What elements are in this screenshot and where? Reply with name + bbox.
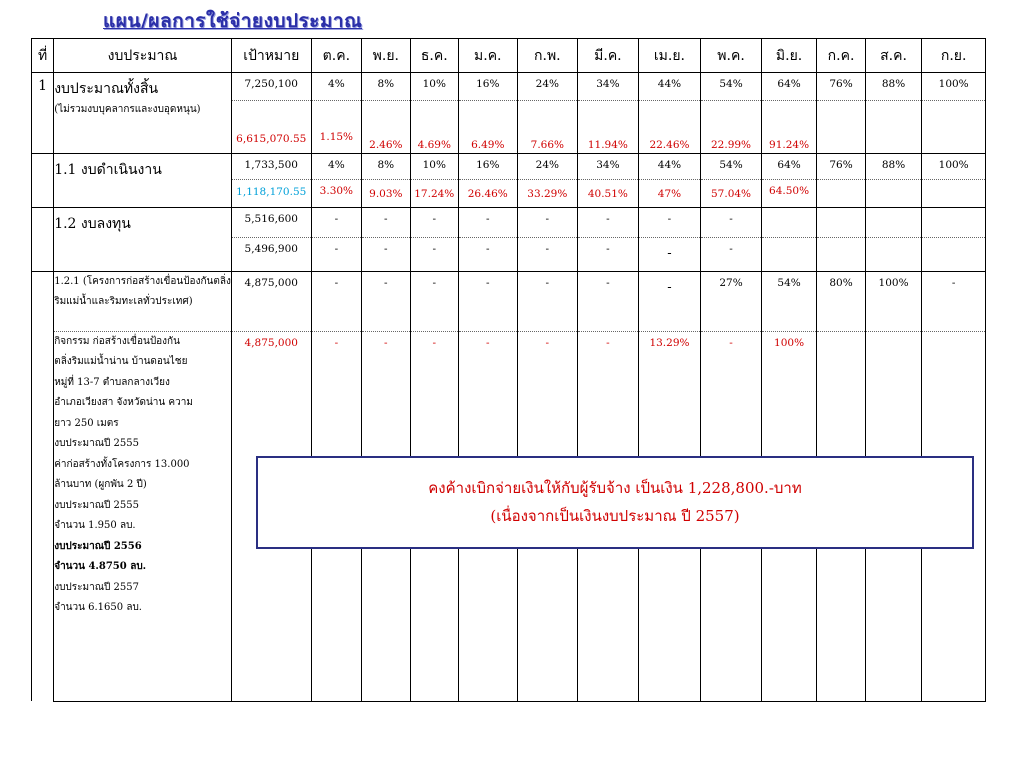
header-cell: เป้าหมาย (231, 39, 311, 73)
header-cell: พ.ย. (362, 39, 410, 73)
desc-line: งบประมาณปี 2557 (54, 581, 139, 593)
header-row (32, 39, 986, 73)
header-cell: งบประมาณ (54, 39, 232, 73)
header-cell: มี.ค. (578, 39, 639, 73)
plan-value: 8% (362, 73, 410, 101)
plan-value: 4% (311, 73, 361, 101)
plan-value: 10% (410, 153, 458, 179)
actual-value: 33.29% (517, 179, 578, 207)
actual-target: 5,496,900 (231, 237, 311, 271)
actual-value: 1.15% (311, 100, 361, 153)
actual-value (865, 100, 922, 153)
header-cell: ม.ค. (459, 39, 518, 73)
actual-value (865, 179, 922, 207)
plan-value: 24% (517, 153, 578, 179)
plan-value: 100% (922, 153, 986, 179)
row-name: 1.2.1 (โครงการก่อสร้างเขื่อนป้องกันตลิ่งริมแม่น้ำและริมทะเลทั่วประเทศ) (54, 271, 232, 331)
plan-value: - (410, 271, 458, 331)
desc-line: ค่าก่อสร้างทั้งโครงการ 13.000 (54, 458, 190, 470)
plan-value: 64% (761, 153, 817, 179)
plan-target: 7,250,100 (231, 73, 311, 101)
header-cell: ก.ย. (922, 39, 986, 73)
plan-value: - (638, 207, 701, 237)
plan-value: 16% (459, 153, 518, 179)
actual-value (865, 237, 922, 271)
row-index (32, 153, 54, 207)
row-index: 1 (32, 73, 54, 154)
plan-value: 44% (638, 153, 701, 179)
plan-value: 8% (362, 153, 410, 179)
actual-value: 64.50% (761, 179, 817, 207)
table-row (32, 73, 986, 101)
actual-value: - (578, 237, 639, 271)
row-name: 1.2 งบลงทุน (54, 207, 232, 271)
plan-target: 1,733,500 (231, 153, 311, 179)
plan-value: - (362, 207, 410, 237)
plan-value (761, 207, 817, 237)
desc-line: งบประมาณปี 2556 (54, 540, 142, 552)
note-line: คงค้างเบิกจ่ายเงินให้กับผู้รับจ้าง เป็นเงิน 1,228,800.-บาท (428, 479, 802, 497)
plan-value: - (459, 207, 518, 237)
actual-value: 3.30% (311, 179, 361, 207)
plan-value: 4% (311, 153, 361, 179)
plan-value: 100% (865, 271, 922, 331)
header-cell: ที่ (32, 39, 54, 73)
actual-value: 4.69% (410, 100, 458, 153)
actual-value: - (517, 331, 578, 701)
plan-value: 100% (922, 73, 986, 101)
desc-line: ยาว 250 เมตร (54, 417, 119, 429)
row-subname: (ไม่รวมงบบุคลากรและงบอุดหนุน) (54, 100, 232, 153)
desc-line: ล้านบาท (ผูกพัน 2 ปี) (54, 479, 147, 490)
actual-value (922, 100, 986, 153)
plan-value: 54% (761, 271, 817, 331)
actual-value: - (578, 331, 639, 701)
plan-value: - (459, 271, 518, 331)
plan-value: 27% (701, 271, 762, 331)
desc-line: งบประมาณปี 2555 (54, 499, 139, 511)
actual-target: 6,615,070.55 (231, 100, 311, 153)
plan-value: - (922, 271, 986, 331)
actual-value: 47% (638, 179, 701, 207)
plan-value: - (578, 271, 639, 331)
header-cell: มิ.ย. (761, 39, 817, 73)
header-cell: ธ.ค. (410, 39, 458, 73)
plan-value: 88% (865, 73, 922, 101)
header-cell: ก.พ. (517, 39, 578, 73)
plan-value: - (362, 271, 410, 331)
actual-value: - (362, 331, 410, 701)
actual-value: 100% (761, 331, 817, 701)
actual-value (817, 237, 865, 271)
plan-value: - (578, 207, 639, 237)
table-row (32, 153, 986, 179)
actual-value (817, 100, 865, 153)
row-index (32, 207, 54, 271)
actual-value (922, 179, 986, 207)
actual-value: - (362, 237, 410, 271)
actual-value: 26.46% (459, 179, 518, 207)
actual-target: 4,875,000 (231, 331, 311, 701)
plan-value: 76% (817, 73, 865, 101)
table-row (32, 271, 986, 331)
actual-value: 9.03% (362, 179, 410, 207)
header-cell: ก.ค. (817, 39, 865, 73)
actual-value: 22.46% (638, 100, 701, 153)
desc-line: กิจกรรม ก่อสร้างเขื่อนป้องกัน (54, 335, 180, 347)
plan-value: - (410, 207, 458, 237)
actual-value: 40.51% (578, 179, 639, 207)
plan-value: - (311, 271, 361, 331)
plan-value: - (638, 271, 701, 331)
actual-value (817, 179, 865, 207)
plan-value: 54% (701, 73, 762, 101)
actual-value: - (701, 237, 762, 271)
plan-value: - (517, 271, 578, 331)
actual-value: - (459, 331, 518, 701)
plan-value: - (517, 207, 578, 237)
actual-value: - (311, 237, 361, 271)
actual-value: - (311, 331, 361, 701)
plan-target: 5,516,600 (231, 207, 311, 237)
desc-line: จำนวน 6.1650 ลบ. (54, 602, 142, 613)
actual-value: 17.24% (410, 179, 458, 207)
actual-value: - (410, 237, 458, 271)
desc-line: จำนวน 1.950 ลบ. (54, 520, 136, 531)
actual-value: - (410, 331, 458, 701)
header-cell: เม.ย. (638, 39, 701, 73)
plan-value: 44% (638, 73, 701, 101)
plan-value (865, 207, 922, 237)
note-line: (เนื่องจากเป็นเงินงบประมาณ ปี 2557) (490, 507, 740, 525)
actual-value: 6.49% (459, 100, 518, 153)
row-name: งบประมาณทั้งสิ้น (54, 73, 232, 101)
page-title: แผน/ผลการใช้จ่ายงบประมาณ (103, 10, 363, 32)
actual-value: 11.94% (578, 100, 639, 153)
actual-value: - (701, 331, 762, 701)
desc-line: งบประมาณปี 2555 (54, 438, 139, 449)
table-row (32, 100, 986, 153)
desc-line: อำเภอเวียงสา จังหวัดน่าน ความ (54, 397, 193, 408)
plan-value (817, 207, 865, 237)
plan-value (922, 207, 986, 237)
plan-target: 4,875,000 (231, 271, 311, 331)
plan-value: 34% (578, 73, 639, 101)
budget-table (31, 38, 986, 702)
header-cell: พ.ค. (701, 39, 762, 73)
activity-description (54, 331, 232, 701)
actual-value (922, 237, 986, 271)
actual-value: 57.04% (701, 179, 762, 207)
header-cell: ส.ค. (865, 39, 922, 73)
actual-value: 7.66% (517, 100, 578, 153)
header-cell: ต.ค. (311, 39, 361, 73)
desc-line: ตลิ่งริมแม่น้ำน่าน บ้านดอนไชย (54, 356, 188, 367)
desc-line: หมู่ที่ 13-7 ตำบลกลางเวียง (54, 376, 170, 388)
table-row (32, 207, 986, 237)
plan-value: 88% (865, 153, 922, 179)
plan-value: 80% (817, 271, 865, 331)
actual-value: - (459, 237, 518, 271)
actual-value: 22.99% (701, 100, 762, 153)
plan-value: - (701, 207, 762, 237)
plan-value: 10% (410, 73, 458, 101)
actual-target: 1,118,170.55 (231, 179, 311, 207)
actual-value (761, 237, 817, 271)
row-name: 1.1 งบดำเนินงาน (54, 153, 232, 207)
actual-value: 91.24% (761, 100, 817, 153)
plan-value: 16% (459, 73, 518, 101)
plan-value: 64% (761, 73, 817, 101)
outstanding-payment-note (256, 456, 974, 549)
plan-value: 24% (517, 73, 578, 101)
actual-value: 13.29% (638, 331, 701, 701)
plan-value: 76% (817, 153, 865, 179)
actual-value: - (517, 237, 578, 271)
actual-value: 2.46% (362, 100, 410, 153)
actual-value: - (638, 237, 701, 271)
plan-value: 54% (701, 153, 762, 179)
plan-value: - (311, 207, 361, 237)
desc-line: จำนวน 4.8750 ลบ. (54, 561, 147, 572)
row-index (32, 271, 54, 701)
plan-value: 34% (578, 153, 639, 179)
